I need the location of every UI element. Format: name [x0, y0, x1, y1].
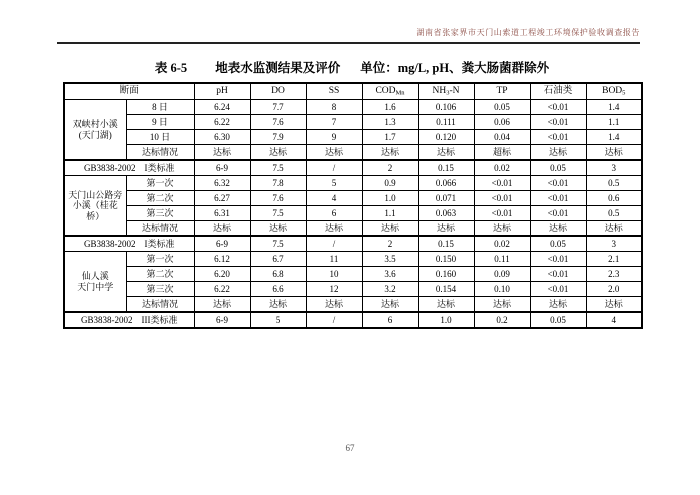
- standard-row: [64, 160, 642, 176]
- value-cell: 3.2: [362, 282, 418, 297]
- standard-value-cell: 0.02: [474, 236, 530, 252]
- column-header: DO: [250, 83, 306, 100]
- standard-value-cell: 6-9: [194, 236, 250, 252]
- value-cell: 0.150: [418, 252, 474, 267]
- value-cell: 达标: [362, 297, 418, 313]
- value-cell: 6.8: [250, 267, 306, 282]
- standard-value-cell: 3: [586, 160, 642, 176]
- value-cell: 6.12: [194, 252, 250, 267]
- standard-value-cell: 2: [362, 236, 418, 252]
- value-cell: 6.20: [194, 267, 250, 282]
- value-cell: 9: [306, 130, 362, 145]
- value-cell: 0.120: [418, 130, 474, 145]
- value-cell: 4: [306, 191, 362, 206]
- standard-value-cell: 6: [362, 312, 418, 328]
- value-cell: 0.05: [474, 100, 530, 115]
- page-header: 湖南省张家界市天门山索道工程竣工环境保护验收调查报告: [416, 28, 640, 37]
- standard-value-cell: 1.0: [418, 312, 474, 328]
- value-cell: <0.01: [530, 176, 586, 191]
- value-cell: 6.22: [194, 115, 250, 130]
- value-cell: 7.5: [250, 206, 306, 221]
- standard-value-cell: 0.15: [418, 236, 474, 252]
- value-cell: <0.01: [530, 130, 586, 145]
- value-cell: 0.06: [474, 115, 530, 130]
- value-cell: 11: [306, 252, 362, 267]
- standard-value-cell: /: [306, 236, 362, 252]
- value-cell: 0.160: [418, 267, 474, 282]
- table-title: [63, 58, 641, 76]
- standard-value-cell: 2: [362, 160, 418, 176]
- value-cell: 6.32: [194, 176, 250, 191]
- header-rule: [57, 42, 640, 44]
- column-header: SS: [306, 83, 362, 100]
- data-row: [64, 191, 642, 206]
- value-cell: 达标: [474, 221, 530, 237]
- value-cell: 达标: [586, 221, 642, 237]
- value-cell: 1.6: [362, 100, 418, 115]
- value-cell: 0.106: [418, 100, 474, 115]
- value-cell: 8: [306, 100, 362, 115]
- standard-value-cell: 0.05: [530, 236, 586, 252]
- value-cell: 7: [306, 115, 362, 130]
- value-cell: 0.154: [418, 282, 474, 297]
- value-cell: 1.1: [586, 115, 642, 130]
- row-label-cell: 达标情况: [126, 297, 194, 313]
- value-cell: 达标: [306, 145, 362, 161]
- table-name: 地表水监测结果及评价: [215, 61, 341, 75]
- column-header: $BOD_5$: [586, 83, 642, 100]
- value-cell: 3.5: [362, 252, 418, 267]
- value-cell: 达标: [586, 145, 642, 161]
- row-label-cell: 达标情况: [126, 145, 194, 161]
- value-cell: 12: [306, 282, 362, 297]
- standard-value-cell: 0.15: [418, 160, 474, 176]
- value-cell: 超标: [474, 145, 530, 161]
- value-cell: 7.8: [250, 176, 306, 191]
- monitoring-table: [63, 82, 643, 329]
- value-cell: 0.09: [474, 267, 530, 282]
- value-cell: 6.6: [250, 282, 306, 297]
- value-cell: 5: [306, 176, 362, 191]
- row-label-cell: 第一次: [126, 176, 194, 191]
- value-cell: 达标: [474, 297, 530, 313]
- section-name-cell: 仙人溪 天门中学: [64, 252, 126, 313]
- value-cell: 达标: [362, 221, 418, 237]
- value-cell: 达标: [306, 221, 362, 237]
- value-cell: 1.4: [586, 130, 642, 145]
- value-cell: 0.111: [418, 115, 474, 130]
- value-cell: 0.5: [586, 176, 642, 191]
- column-header: TP: [474, 83, 530, 100]
- row-label-cell: 达标情况: [126, 221, 194, 237]
- value-cell: 6.30: [194, 130, 250, 145]
- value-cell: 1.7: [362, 130, 418, 145]
- value-cell: 达标: [194, 297, 250, 313]
- value-cell: 达标: [250, 297, 306, 313]
- value-cell: 0.04: [474, 130, 530, 145]
- standard-value-cell: 0.02: [474, 160, 530, 176]
- value-cell: 达标: [530, 297, 586, 313]
- value-cell: 0.9: [362, 176, 418, 191]
- value-cell: 0.10: [474, 282, 530, 297]
- data-row: [64, 221, 642, 237]
- standard-value-cell: 5: [250, 312, 306, 328]
- value-cell: 1.3: [362, 115, 418, 130]
- column-header: $COD_{Mn}$: [362, 83, 418, 100]
- standard-value-cell: 6-9: [194, 160, 250, 176]
- value-cell: 2.0: [586, 282, 642, 297]
- value-cell: 达标: [530, 145, 586, 161]
- row-label-cell: 9 日: [126, 115, 194, 130]
- value-cell: 1.0: [362, 191, 418, 206]
- value-cell: <0.01: [530, 191, 586, 206]
- value-cell: 0.11: [474, 252, 530, 267]
- value-cell: <0.01: [530, 282, 586, 297]
- value-cell: 达标: [418, 145, 474, 161]
- section-name-cell: 双峡村小溪 (天门湖): [64, 100, 126, 161]
- value-cell: 6: [306, 206, 362, 221]
- value-cell: 6.24: [194, 100, 250, 115]
- value-cell: 2.3: [586, 267, 642, 282]
- data-row: [64, 297, 642, 313]
- value-cell: <0.01: [530, 206, 586, 221]
- standard-row: [64, 236, 642, 252]
- standard-value-cell: 0.2: [474, 312, 530, 328]
- standard-value-cell: 7.5: [250, 160, 306, 176]
- standard-value-cell: 0.05: [530, 160, 586, 176]
- table-number: 表 6-5: [154, 61, 188, 75]
- standard-value-cell: /: [306, 312, 362, 328]
- value-cell: 0.071: [418, 191, 474, 206]
- value-cell: 达标: [530, 221, 586, 237]
- value-cell: 0.063: [418, 206, 474, 221]
- row-label-cell: 第三次: [126, 206, 194, 221]
- value-cell: 7.6: [250, 115, 306, 130]
- row-label-cell: 10 日: [126, 130, 194, 145]
- value-cell: <0.01: [530, 115, 586, 130]
- data-row: [64, 145, 642, 161]
- data-row: [64, 252, 642, 267]
- row-label-cell: 8 日: [126, 100, 194, 115]
- standard-value-cell: 7.5: [250, 236, 306, 252]
- value-cell: 10: [306, 267, 362, 282]
- value-cell: 达标: [194, 145, 250, 161]
- standard-value-cell: 3: [586, 236, 642, 252]
- value-cell: 达标: [194, 221, 250, 237]
- value-cell: <0.01: [530, 267, 586, 282]
- value-cell: <0.01: [530, 100, 586, 115]
- value-cell: 6.27: [194, 191, 250, 206]
- column-header: pH: [194, 83, 250, 100]
- column-header: $NH_3-N$: [418, 83, 474, 100]
- value-cell: 达标: [418, 297, 474, 313]
- row-label-cell: 第三次: [126, 282, 194, 297]
- value-cell: 7.7: [250, 100, 306, 115]
- value-cell: 6.7: [250, 252, 306, 267]
- value-cell: <0.01: [474, 191, 530, 206]
- data-row: [64, 130, 642, 145]
- value-cell: 达标: [250, 221, 306, 237]
- standard-label-cell: GB3838-2002 III类标准: [64, 312, 194, 328]
- value-cell: 达标: [362, 145, 418, 161]
- value-cell: 2.1: [586, 252, 642, 267]
- standard-label-cell: GB3838-2002 I类标准: [64, 160, 194, 176]
- value-cell: 1.4: [586, 100, 642, 115]
- table-unit: 单位：mg/L, pH、粪大肠菌群除外: [360, 61, 550, 75]
- row-label-cell: 第二次: [126, 267, 194, 282]
- value-cell: 达标: [418, 221, 474, 237]
- data-row: [64, 282, 642, 297]
- value-cell: 1.1: [362, 206, 418, 221]
- value-cell: 达标: [306, 297, 362, 313]
- value-cell: 7.9: [250, 130, 306, 145]
- data-row: [64, 115, 642, 130]
- data-row: [64, 206, 642, 221]
- value-cell: 7.6: [250, 191, 306, 206]
- value-cell: <0.01: [474, 176, 530, 191]
- value-cell: <0.01: [530, 252, 586, 267]
- column-header: 石油类: [530, 83, 586, 100]
- row-label-cell: 第二次: [126, 191, 194, 206]
- value-cell: 0.6: [586, 191, 642, 206]
- value-cell: 3.6: [362, 267, 418, 282]
- section-name-cell: 天门山公路旁 小溪（桂花桥）: [64, 176, 126, 237]
- value-cell: <0.01: [474, 206, 530, 221]
- value-cell: 0.5: [586, 206, 642, 221]
- value-cell: 6.31: [194, 206, 250, 221]
- standard-value-cell: 4: [586, 312, 642, 328]
- row-label-cell: 第一次: [126, 252, 194, 267]
- value-cell: 0.066: [418, 176, 474, 191]
- table-header-row: [64, 83, 642, 100]
- value-cell: 达标: [586, 297, 642, 313]
- value-cell: 6.22: [194, 282, 250, 297]
- column-header-section: 断面: [64, 83, 194, 100]
- value-cell: 达标: [250, 145, 306, 161]
- standard-label-cell: GB3838-2002 I类标准: [64, 236, 194, 252]
- data-row: [64, 267, 642, 282]
- standard-row: [64, 312, 642, 328]
- data-row: [64, 100, 642, 115]
- standard-value-cell: 6-9: [194, 312, 250, 328]
- standard-value-cell: 0.05: [530, 312, 586, 328]
- standard-value-cell: /: [306, 160, 362, 176]
- data-row: [64, 176, 642, 191]
- page-number: 67: [345, 443, 355, 453]
